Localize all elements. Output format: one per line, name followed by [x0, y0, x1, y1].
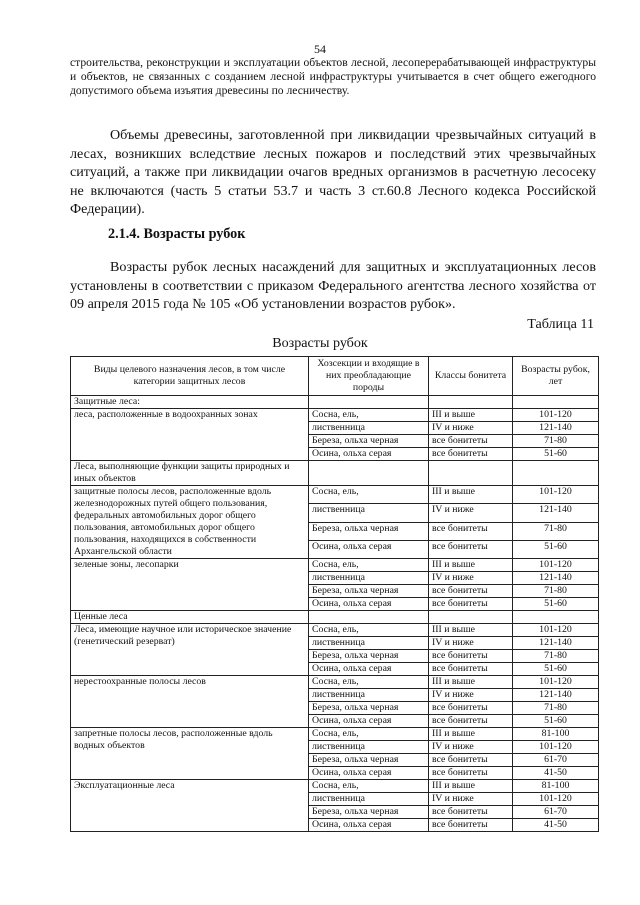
species-cell: Береза, ольха черная [309, 650, 429, 663]
table-section-row [71, 396, 599, 409]
species-cell: Береза, ольха черная [309, 806, 429, 819]
cutting-age-cell: 51-60 [513, 715, 599, 728]
cutting-age-cell: 121-140 [513, 637, 599, 650]
forest-category: Эксплуатационные леса [71, 780, 309, 832]
species-cell: Береза, ольха черная [309, 585, 429, 598]
species-cell: Сосна, ель, [309, 409, 429, 422]
species-cell: Береза, ольха черная [309, 754, 429, 767]
table-section-row [71, 611, 599, 624]
empty-cell [309, 396, 429, 409]
species-cell: Осина, ольха серая [309, 448, 429, 461]
species-cell: лиственница [309, 504, 429, 522]
site-class-cell: III и выше [429, 409, 513, 422]
species-cell: Береза, ольха черная [309, 522, 429, 540]
cutting-age-cell: 101-120 [513, 676, 599, 689]
site-class-cell: III и выше [429, 676, 513, 689]
site-class-cell: IV и ниже [429, 741, 513, 754]
species-cell: Осина, ольха серая [309, 598, 429, 611]
species-cell: лиственница [309, 689, 429, 702]
forest-category: нерестоохранные полосы лесов [71, 676, 309, 728]
site-class-cell: IV и ниже [429, 572, 513, 585]
page-number: 54 [314, 42, 326, 56]
site-class-cell: все бонитеты [429, 663, 513, 676]
section-label: Защитные леса: [71, 396, 309, 409]
cutting-age-cell: 101-120 [513, 624, 599, 637]
species-cell: Береза, ольха черная [309, 435, 429, 448]
table-header-row [71, 357, 599, 396]
header-species: Хозсекции и входящие в них преобладающие породы [309, 357, 429, 396]
cutting-age-cell: 61-70 [513, 754, 599, 767]
species-cell: Осина, ольха серая [309, 715, 429, 728]
cutting-age-cell: 121-140 [513, 504, 599, 522]
empty-cell [513, 396, 599, 409]
site-class-cell: все бонитеты [429, 448, 513, 461]
species-cell: Сосна, ель, [309, 624, 429, 637]
table-row [71, 559, 599, 572]
species-cell: Осина, ольха серая [309, 819, 429, 832]
cutting-age-cell: 71-80 [513, 702, 599, 715]
paragraph-volumes: Объемы древесины, заготовленной при ликвидации чрезвычайных ситуаций в лесах, возникших вследствие лесных пожаров и последствий этих чрезвычайных ситуаций, а также при ликвидации очагов вредных организмов в расчетную лесосеку не включаются (часть 5 статьи 53.7 и часть 3 ст.60.8 Лесного кодекса Российской Федерации). [70, 127, 596, 218]
forest-category: леса, расположенные в водоохранных зонах [71, 409, 309, 461]
cutting-age-cell: 51-60 [513, 540, 599, 558]
cutting-age-cell: 101-120 [513, 793, 599, 806]
species-cell: Сосна, ель, [309, 486, 429, 504]
species-cell: лиственница [309, 572, 429, 585]
site-class-cell: III и выше [429, 559, 513, 572]
table-body [71, 396, 599, 832]
cutting-age-cell: 81-100 [513, 728, 599, 741]
site-class-cell: все бонитеты [429, 598, 513, 611]
table-row [71, 624, 599, 637]
species-cell: Береза, ольха черная [309, 702, 429, 715]
table-row [71, 728, 599, 741]
species-cell: Сосна, ель, [309, 676, 429, 689]
paragraph-continuation: строительства, реконструкции и эксплуатации объектов лесной, лесоперерабатывающей инфраструктуры и объектов, не связанных с созданием лесной инфраструктуры учитывается в счет общего ежегодного допустимого объема изъятия древесины по лесничеству. [70, 56, 596, 98]
forest-category: Леса, имеющие научное или историческое значение (генетический резерват) [71, 624, 309, 676]
header-forest-purpose: Виды целевого назначения лесов, в том числе категории защитных лесов [71, 357, 309, 396]
cutting-age-cell: 121-140 [513, 689, 599, 702]
site-class-cell: IV и ниже [429, 422, 513, 435]
site-class-cell: IV и ниже [429, 637, 513, 650]
empty-cell [309, 461, 429, 486]
site-class-cell: IV и ниже [429, 793, 513, 806]
empty-cell [429, 611, 513, 624]
table-row [71, 780, 599, 793]
site-class-cell: все бонитеты [429, 806, 513, 819]
cutting-age-cell: 51-60 [513, 663, 599, 676]
species-cell: Осина, ольха серая [309, 663, 429, 676]
cutting-age-cell: 121-140 [513, 422, 599, 435]
section-heading: 2.1.4. Возрасты рубок [108, 226, 246, 242]
site-class-cell: все бонитеты [429, 702, 513, 715]
site-class-cell: все бонитеты [429, 522, 513, 540]
cutting-age-cell: 71-80 [513, 650, 599, 663]
cutting-age-cell: 71-80 [513, 435, 599, 448]
table-row [71, 676, 599, 689]
site-class-cell: III и выше [429, 780, 513, 793]
section-label: Леса, выполняющие функции защиты природных и иных объектов [71, 461, 309, 486]
site-class-cell: все бонитеты [429, 435, 513, 448]
table-number: Таблица 11 [527, 316, 594, 332]
species-cell: Осина, ольха серая [309, 540, 429, 558]
cutting-age-cell: 101-120 [513, 741, 599, 754]
empty-cell [513, 461, 599, 486]
site-class-cell: все бонитеты [429, 754, 513, 767]
cutting-age-cell: 41-50 [513, 819, 599, 832]
site-class-cell: IV и ниже [429, 689, 513, 702]
cutting-age-cell: 101-120 [513, 559, 599, 572]
paragraph-cutting-ages: Возрасты рубок лесных насаждений для защитных и эксплуатационных лесов установлены в соответствии с приказом Федерального агентства лесного хозяйства от 09 апреля 2015 года № 105 «Об установлении возрастов рубок». [70, 259, 596, 313]
empty-cell [309, 611, 429, 624]
site-class-cell: все бонитеты [429, 715, 513, 728]
species-cell: Сосна, ель, [309, 559, 429, 572]
forest-category: защитные полосы лесов, расположенные вдоль железнодорожных путей общего пользования, федеральных автомобильных дорог общего пользования, автомобильных дорог общего пользования, находящихся в собственности Архангельской области [71, 486, 309, 559]
cutting-age-cell: 71-80 [513, 522, 599, 540]
cutting-age-cell: 101-120 [513, 409, 599, 422]
empty-cell [429, 396, 513, 409]
cutting-age-cell: 51-60 [513, 598, 599, 611]
species-cell: Осина, ольха серая [309, 767, 429, 780]
cutting-age-cell: 121-140 [513, 572, 599, 585]
cutting-age-cell: 61-70 [513, 806, 599, 819]
table-section-row [71, 461, 599, 486]
site-class-cell: IV и ниже [429, 504, 513, 522]
site-class-cell: III и выше [429, 486, 513, 504]
species-cell: лиственница [309, 637, 429, 650]
cutting-age-cell: 81-100 [513, 780, 599, 793]
empty-cell [429, 461, 513, 486]
cutting-age-cell: 71-80 [513, 585, 599, 598]
species-cell: Сосна, ель, [309, 728, 429, 741]
site-class-cell: все бонитеты [429, 819, 513, 832]
species-cell: лиственница [309, 741, 429, 754]
cutting-age-cell: 51-60 [513, 448, 599, 461]
site-class-cell: все бонитеты [429, 540, 513, 558]
table-caption: Возрасты рубок [272, 335, 368, 351]
species-cell: лиственница [309, 422, 429, 435]
table-row [71, 409, 599, 422]
forest-category: запретные полосы лесов, расположенные вдоль водных объектов [71, 728, 309, 780]
species-cell: Сосна, ель, [309, 780, 429, 793]
cutting-age-cell: 101-120 [513, 486, 599, 504]
cutting-ages-table [70, 356, 599, 832]
table-row [71, 486, 599, 504]
site-class-cell: III и выше [429, 624, 513, 637]
forest-category: зеленые зоны, лесопарки [71, 559, 309, 611]
empty-cell [513, 611, 599, 624]
header-site-class: Классы бонитета [429, 357, 513, 396]
site-class-cell: все бонитеты [429, 585, 513, 598]
site-class-cell: все бонитеты [429, 767, 513, 780]
section-label: Ценные леса [71, 611, 309, 624]
cutting-age-cell: 41-50 [513, 767, 599, 780]
species-cell: лиственница [309, 793, 429, 806]
site-class-cell: III и выше [429, 728, 513, 741]
site-class-cell: все бонитеты [429, 650, 513, 663]
header-cutting-age: Возрасты рубок, лет [513, 357, 599, 396]
